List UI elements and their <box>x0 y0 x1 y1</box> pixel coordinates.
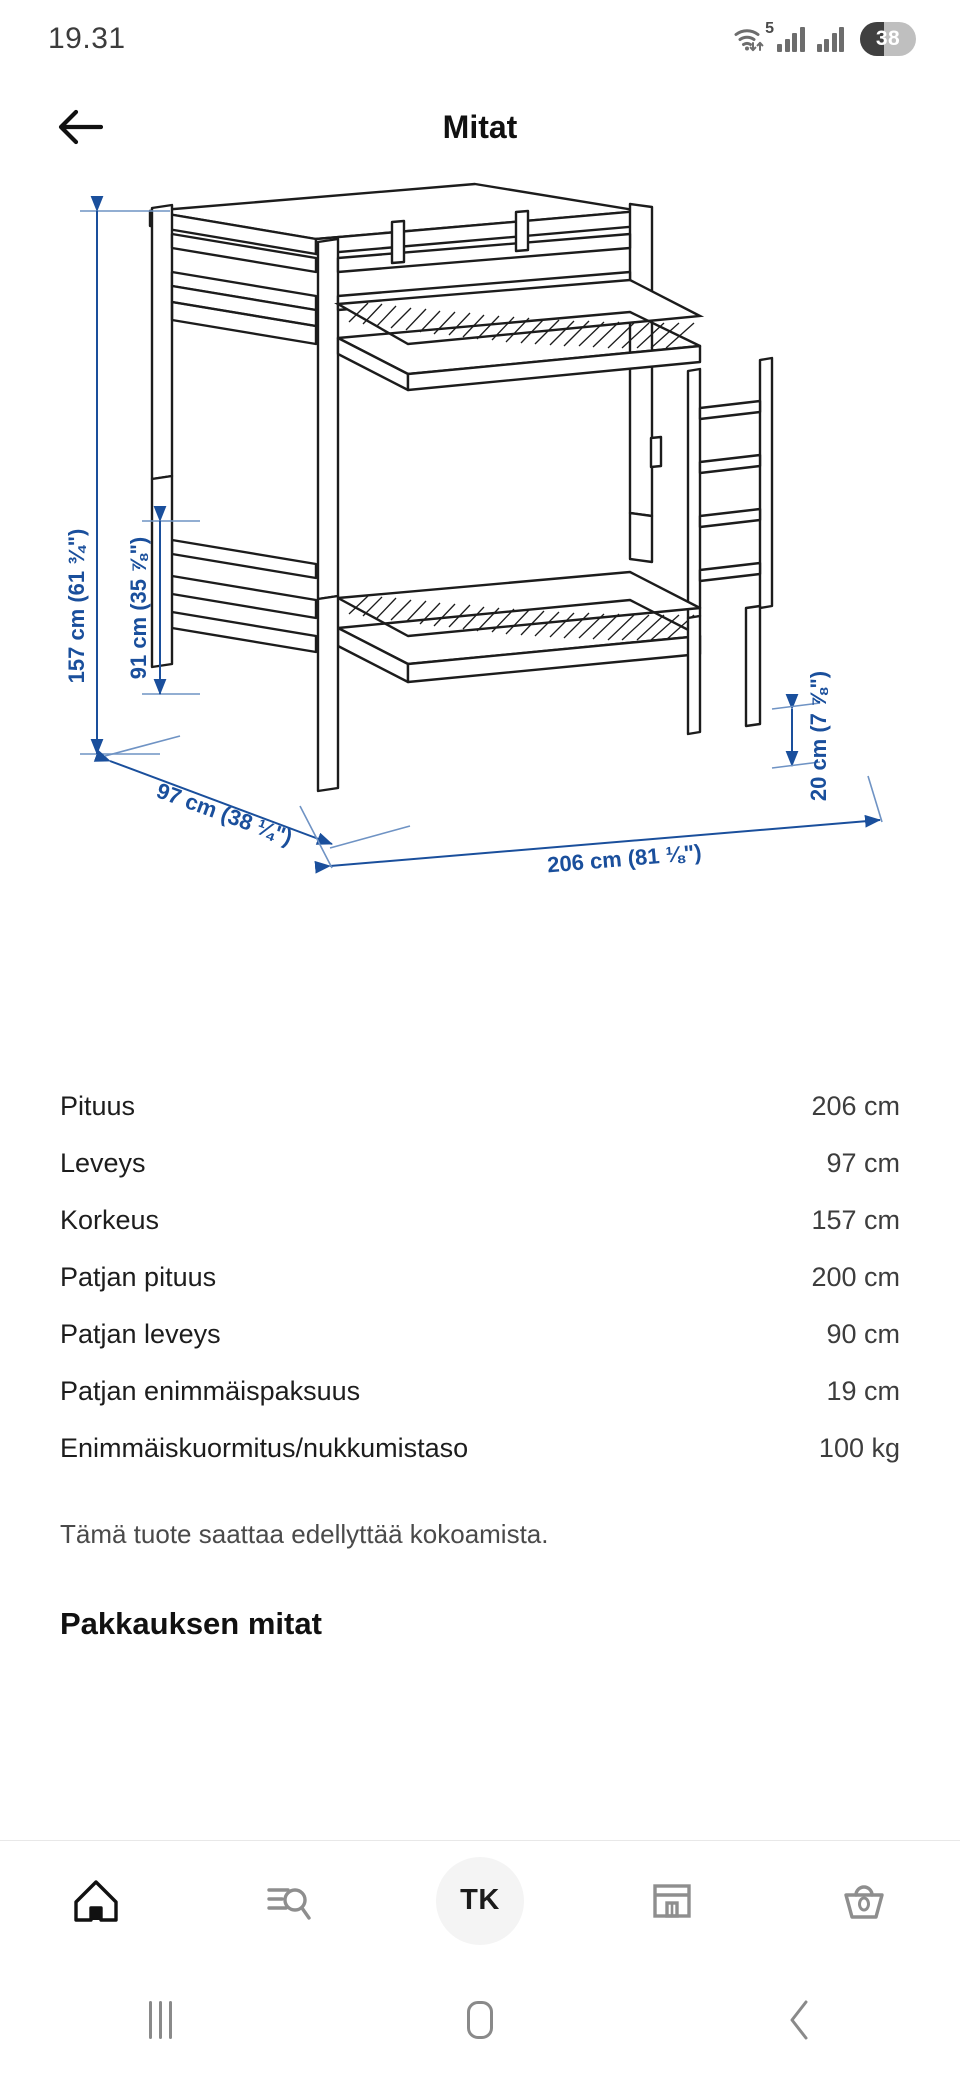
back-button[interactable] <box>48 95 112 159</box>
table-row <box>60 1249 900 1306</box>
nav-item-cart[interactable] <box>809 1853 919 1949</box>
nav-item-home[interactable] <box>41 1853 151 1949</box>
dim-label-clearance: 20 cm (7 ⅞") <box>806 670 831 802</box>
table-row <box>60 1135 900 1192</box>
spec-label: Pituus <box>60 1091 136 1121</box>
dim-label-length: 206 cm (81 ⅛") <box>546 839 703 878</box>
bottom-navigation-bar <box>0 1840 960 1960</box>
recents-icon <box>149 2001 172 2039</box>
table-row <box>60 1192 900 1249</box>
status-bar <box>0 0 960 78</box>
battery-percent-label: 38 <box>875 27 901 50</box>
spec-value: 90 cm <box>826 1319 900 1349</box>
spec-label: Patjan pituus <box>60 1262 217 1292</box>
spec-label: Leveys <box>60 1148 146 1178</box>
status-icon-group <box>733 22 916 56</box>
system-navigation-bar <box>0 1960 960 2080</box>
spec-label: Patjan enimmäispaksuus <box>60 1376 361 1406</box>
avatar: TK <box>436 1857 524 1945</box>
specifications-table <box>0 1078 960 1477</box>
table-row <box>60 1306 900 1363</box>
wifi-icon <box>733 20 774 53</box>
spec-label: Enimmäiskuormitus/nukkumistaso <box>60 1433 469 1463</box>
table-row <box>60 1420 900 1477</box>
battery-icon <box>860 22 916 56</box>
spec-value: 97 cm <box>826 1148 900 1178</box>
dim-label-height-total: 157 cm (61 ¾") <box>64 528 89 684</box>
chevron-left-icon <box>783 1998 817 2042</box>
signal-icon <box>777 26 805 52</box>
wifi-generation-label: 5 <box>765 20 774 37</box>
status-clock: 19.31 <box>48 22 126 55</box>
app-header <box>0 78 960 176</box>
page-content <box>0 176 960 1840</box>
signal-icon <box>817 26 845 52</box>
page-title: Mitat <box>442 108 518 145</box>
list-search-icon <box>262 1875 314 1927</box>
spec-value: 157 cm <box>811 1205 900 1235</box>
home-icon <box>70 1875 122 1927</box>
section-heading-package-dimensions: Pakkauksen mitat <box>60 1606 322 1641</box>
spec-value: 200 cm <box>811 1262 900 1292</box>
nav-item-search[interactable] <box>233 1853 343 1949</box>
table-row <box>60 1078 900 1135</box>
spec-value: 100 kg <box>818 1433 900 1463</box>
dim-label-depth: 97 cm (38 ¼") <box>153 777 296 851</box>
dimensions-diagram <box>0 176 960 976</box>
system-home-button[interactable] <box>420 1972 540 2068</box>
spec-label: Korkeus <box>60 1205 160 1235</box>
system-back-button[interactable] <box>740 1972 860 2068</box>
basket-icon <box>838 1875 890 1927</box>
spec-label: Patjan leveys <box>60 1319 221 1349</box>
spec-value: 19 cm <box>826 1376 900 1406</box>
table-row <box>60 1363 900 1420</box>
spec-value: 206 cm <box>811 1091 900 1121</box>
nav-item-store[interactable] <box>617 1853 727 1949</box>
home-square-icon <box>467 2001 493 2039</box>
nav-item-profile[interactable] <box>425 1853 535 1949</box>
assembly-note: Tämä tuote saattaa edellyttää kokoamista. <box>60 1519 549 1549</box>
arrow-left-icon <box>57 107 103 147</box>
system-recents-button[interactable] <box>100 1972 220 2068</box>
dim-label-upper-bunk-height: 91 cm (35 ⅞") <box>126 536 151 680</box>
store-icon <box>646 1875 698 1927</box>
